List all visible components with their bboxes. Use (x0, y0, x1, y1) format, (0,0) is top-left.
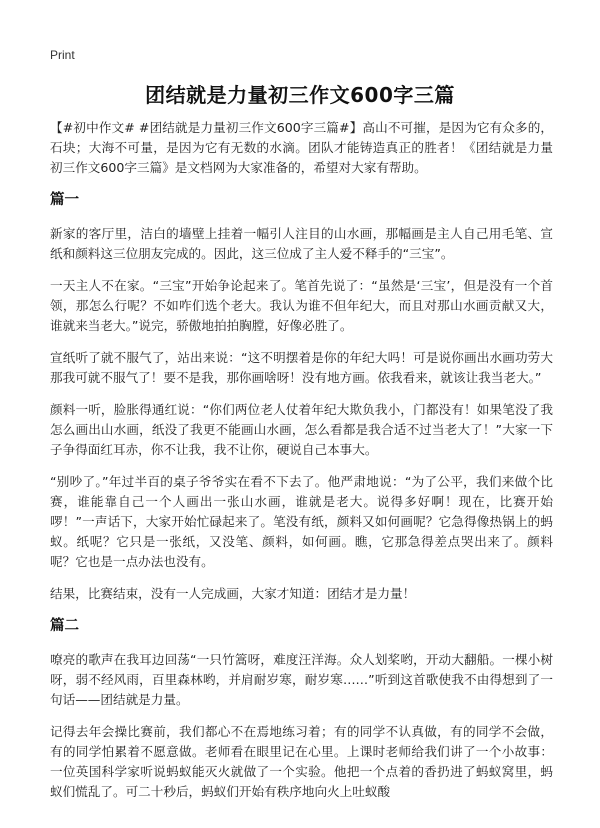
paragraph: 新家的客厅里，洁白的墙壁上挂着一幅引人注目的山水画，那幅画是主人自己用毛笔、宣纸和颜料这三位朋友完成的。因此，这三位成了主人爱不释手的“三宝”。 (50, 226, 553, 261)
article-body (50, 118, 553, 814)
article-title: 团结就是力量初三作文600字三篇 (145, 83, 455, 107)
paragraph: 嘹亮的歌声在我耳边回荡“一只竹篙呀，难度汪洋海。众人划桨哟，开动大翻船。一棵小树呀，弱不经风雨，百里森林哟，并肩耐岁寒，耐岁寒……”听到这首歌使我不由得想到了一句话——团结就是力量。 (50, 652, 553, 707)
section-heading-1: 篇一 (50, 192, 79, 208)
paragraph: 颜料一听，脸胀得通红说：“你们两位老人仗着年纪大欺负我小，门都没有！如果笔没了我怎么画出山水画，纸没了我更不能画山水画，怎么看都是我合适不过当老大了！”大家一下子争得面红耳赤，你不让我，我不让你，硬说自己本事大。 (50, 402, 553, 457)
paragraph: 宣纸听了就不服气了，站出来说：“这不明摆着是你的年纪大吗！可是说你画出水画功劳大那我可就不服气了！要不是我，那你画啥呀！没有地方画。依我看来，就该让我当老大。” (50, 350, 553, 385)
paragraph: “别吵了。”年过半百的桌子爷爷实在看不下去了。他严肃地说：“为了公平，我们来做个比赛，谁能靠自己一个人画出一张山水画，谁就是老大。说得多好啊！现在，比赛开始啰！”一声话下，大家开始忙碌起来了。笔没有纸，颜料又如何画呢？它急得像热锅上的蚂蚁。纸呢？它只是一张纸，又没笔、颜料，如何画。瞧，它那急得差点哭出来了。颜料呢？它也是一点办法也没有。 (50, 474, 553, 569)
section-heading-2: 篇二 (50, 618, 79, 634)
paragraph: 记得去年会操比赛前，我们都心不在焉地练习着；有的同学不认真做，有的同学不会做，有的同学怕累着不愿意做。老师看在眼里记在心里。上课时老师给我们讲了一个小故事：一位英国科学家听说蚂蚁能灭火就做了一个实验。他把一个点着的香扔进了蚂蚁窝里，蚂蚁们慌乱了。可二十秒后，蚂蚁们开始有秩序地向火上吐蚁酸 (50, 724, 553, 799)
paragraph: 结果，比赛结束，没有一人完成画，大家才知道：团结才是力量！ (50, 586, 416, 601)
print-link[interactable]: Print (50, 48, 75, 62)
paragraph: 一天主人不在家。“三宝”开始争论起来了。笔首先说了：“虽然是‘三宝’，但是没有一个首领，那怎么行呢？不如咋们选个老大。我认为谁不但年纪大，而且对那山水画贡献又大，谁就来当老大。”说完，骄傲地拍拍胸膛，好像必胜了。 (50, 278, 553, 333)
intro-paragraph: 【#初中作文# #团结就是力量初三作文600字三篇#】高山不可摧，是因为它有众多的，石块；大海不可量，是因为它有无数的水滴。团队才能铸造真正的胜者！《团结就是力量初三作文600字三篇》是文档网为大家准备的，希望对大家有帮助。 (50, 120, 553, 175)
